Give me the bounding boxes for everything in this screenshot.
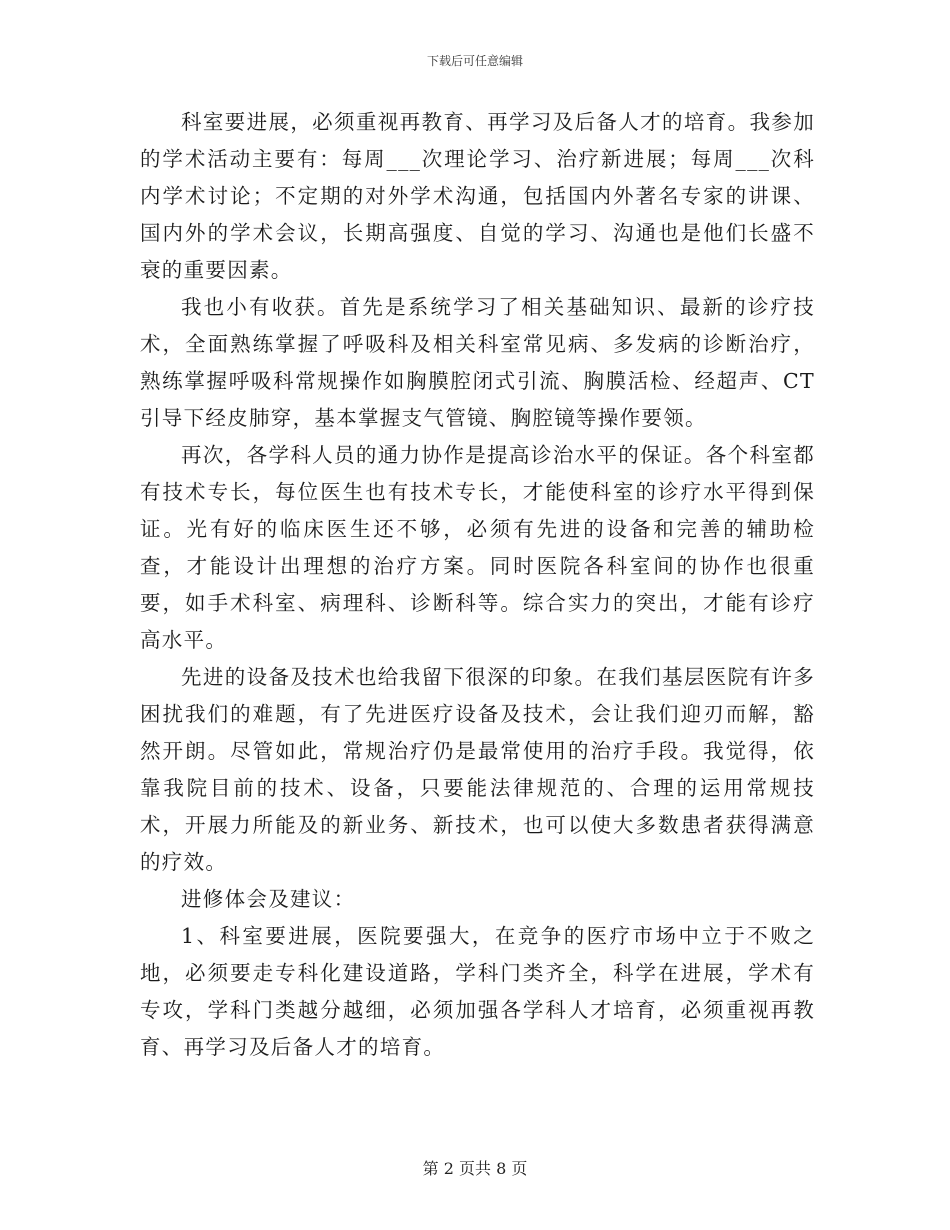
paragraph-academic-activities: 科室要进展，必须重视再教育、再学习及后备人才的培育。我参加的学术活动主要有：每周___次理论学习、治疗新进展；每周___次科内学术讨论；不定期的对外学术沟通，包括国内外著名专家的讲课、国内外的学术会议，长期高强度、自觉的学习、沟通也是他们长盛不衰的重要因素。 <box>140 110 815 282</box>
page-header: 下载后可任意编辑 <box>426 54 523 68</box>
paragraph-suggestions-heading: 进修体会及建议： <box>181 887 356 911</box>
document-body <box>140 104 815 1066</box>
paragraph-collaboration: 再次，各学科人员的通力协作是提高诊治水平的保证。各个科室都有技术专长，每位医生也有技术专长，才能使科室的诊疗水平得到保证。光有好的临床医生还不够，必须有先进的设备和完善的辅助检查，才能设计出理想的治疗方案。同时医院各科室间的协作也很重要，如手术科室、病理科、诊断科等。综合实力的突出，才能有诊疗高水平。 <box>140 443 815 652</box>
paragraph-gains: 我也小有收获。首先是系统学习了相关基础知识、最新的诊疗技术，全面熟练掌握了呼吸科及相关科室常见病、多发病的诊断治疗，熟练掌握呼吸科常规操作如胸膜腔闭式引流、胸膜活检、经超声、CT引导下经皮肺穿，基本掌握支气管镜、胸腔镜等操作要领。 <box>140 295 815 430</box>
page-number-footer: 第 2 页共 8 页 <box>422 1159 528 1178</box>
paragraph-equipment: 先进的设备及技术也给我留下很深的印象。在我们基层医院有许多困扰我们的难题，有了先进医疗设备及技术，会让我们迎刃而解，豁然开朗。尽管如此，常规治疗仍是最常使用的治疗手段。我觉得，依靠我院目前的技术、设备，只要能法律规范的、合理的运用常规技术，开展力所能及的新业务、新技术，也可以使大多数患者获得满意的疗效。 <box>140 665 815 874</box>
paragraph-suggestion-1: 1、科室要进展，医院要强大，在竞争的医疗市场中立于不败之地，必须要走专科化建设道路，学科门类齐全，科学在进展，学术有专攻，学科门类越分越细，必须加强各学科人才培育，必须重视再教育、再学习及后备人才的培育。 <box>140 924 815 1059</box>
